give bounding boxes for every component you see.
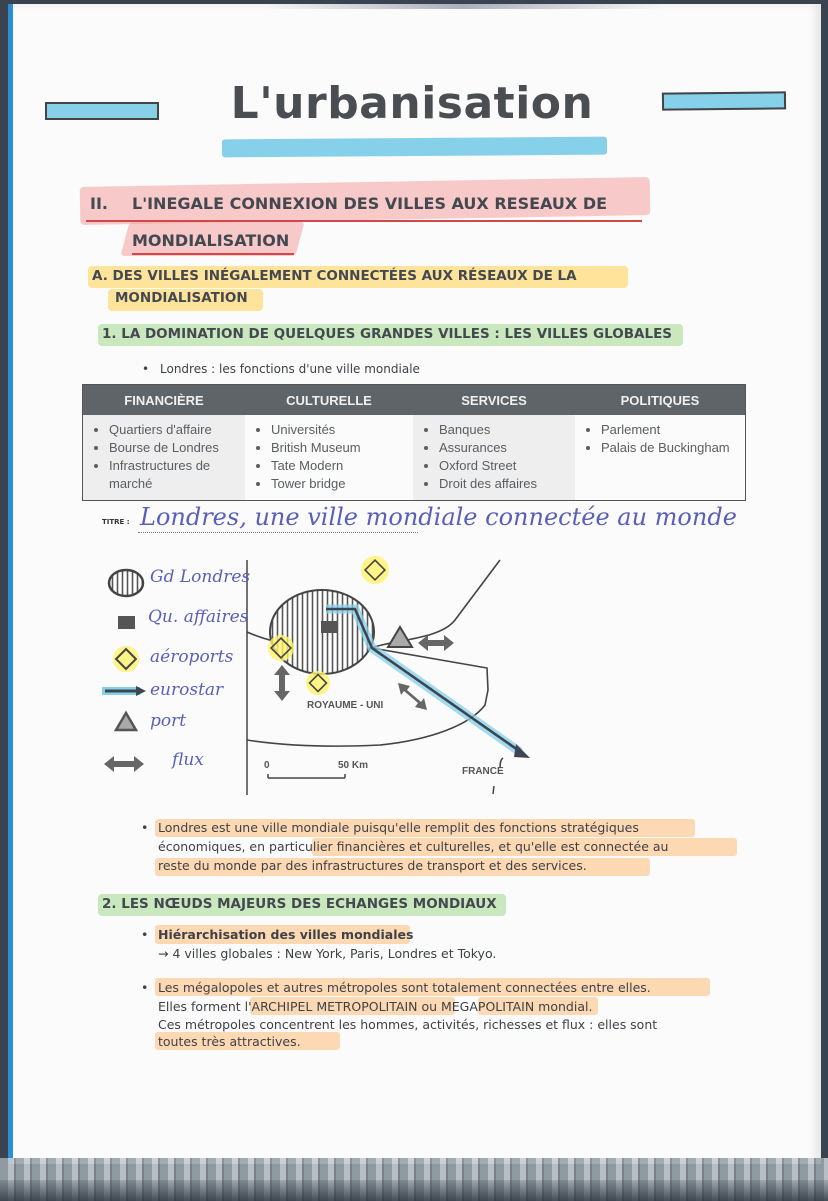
part2-bullet1-sub: → 4 villes globales : New York, Paris, Londres et Tokyo. <box>158 946 497 961</box>
bullet-dot: • <box>142 362 150 376</box>
part2-heading: 2. LES NŒUDS MAJEURS DES ECHANGES MONDIAUX <box>102 896 497 912</box>
scale-zero: 0 <box>264 760 270 771</box>
list-item: • Assurances <box>439 439 569 457</box>
list-item: • Bourse de Londres <box>109 439 239 457</box>
list-item: • Parlement <box>601 421 739 439</box>
list-item: • Tower bridge <box>271 475 407 493</box>
table-header-culturelle: CULTURELLE <box>245 385 413 415</box>
conclusion-line3: reste du monde par des infrastructures de transport et des services. <box>158 858 587 873</box>
part2-bullet2-line4: toutes très attractives. <box>158 1034 301 1049</box>
part2-bullet2-line2: Elles forment l'ARCHIPEL METROPOLITAIN ou MEGAPOLITAIN mondial. <box>158 999 593 1014</box>
list-item: • Infrastructures de marché <box>109 457 239 493</box>
part2-bullet2-line3: Ces métropoles concentrent les hommes, activités, richesses et flux : elles sont <box>158 1017 658 1032</box>
map-title-handwritten: Londres, une ville mondiale connectée au monde <box>140 503 737 531</box>
list-item: • Universités <box>271 421 407 439</box>
part1-heading: 1. LA DOMINATION DE QUELQUES GRANDES VILLES : LES VILLES GLOBALES <box>102 326 673 342</box>
bullet-dot: • <box>141 980 149 995</box>
page-title: L'urbanisation <box>230 78 594 129</box>
table-header-financiere: FINANCIÈRE <box>83 385 245 415</box>
titre-label: TITRE : <box>102 518 130 526</box>
list-item: • Tate Modern <box>271 457 407 475</box>
part1-bullet: Londres : les fonctions d'une ville mondiale <box>160 362 420 376</box>
legend-eurostar: eurostar <box>150 680 224 700</box>
scale-km: 50 Km <box>338 760 369 771</box>
table-header-services: SERVICES <box>413 385 575 415</box>
list-item: • Banques <box>439 421 569 439</box>
conclusion-line2: économiques, en particulier financières et culturelles, et qu'elle est connectée au <box>158 839 669 854</box>
legend-port: port <box>150 711 187 731</box>
legend-flux: flux <box>172 750 204 770</box>
part2-bullet2-line1: Les mégalopoles et autres métropoles sont totalement connectées entre elles. <box>158 980 651 995</box>
table-header-politiques: POLITIQUES <box>575 385 745 415</box>
part2-bullet1-title: Hiérarchisation des villes mondiales <box>158 927 414 942</box>
list-item: • Droit des affaires <box>439 475 569 493</box>
bullet-dot: • <box>141 820 149 835</box>
subsection-a-line1: A. DES VILLES INÉGALEMENT CONNECTÉES AUX RÉSEAUX DE LA <box>92 268 577 284</box>
legend-aeroports: aéroports <box>150 647 234 667</box>
section-number: II. <box>90 194 108 213</box>
bullet-dot: • <box>141 927 149 942</box>
label-royaume-uni: ROYAUME - UNI <box>307 700 384 711</box>
list-item: • Oxford Street <box>439 457 569 475</box>
list-item: • Quartiers d'affaire <box>109 421 239 439</box>
conclusion-line1: Londres est une ville mondiale puisqu'elle remplit des fonctions stratégiques <box>158 820 639 835</box>
section-title-line2: MONDIALISATION <box>132 231 290 250</box>
list-item: • Palais de Buckingham <box>601 439 739 457</box>
legend-qu-affaires: Qu. affaires <box>148 607 249 627</box>
label-france: FRANCE <box>462 766 504 777</box>
legend-gd-londres: Gd Londres <box>150 567 251 587</box>
section-title-line1: L'INEGALE CONNEXION DES VILLES AUX RESEAUX DE <box>132 194 608 213</box>
binder-shadow <box>0 1180 828 1201</box>
subsection-a-line2: MONDIALISATION <box>115 290 248 306</box>
list-item: • British Museum <box>271 439 407 457</box>
